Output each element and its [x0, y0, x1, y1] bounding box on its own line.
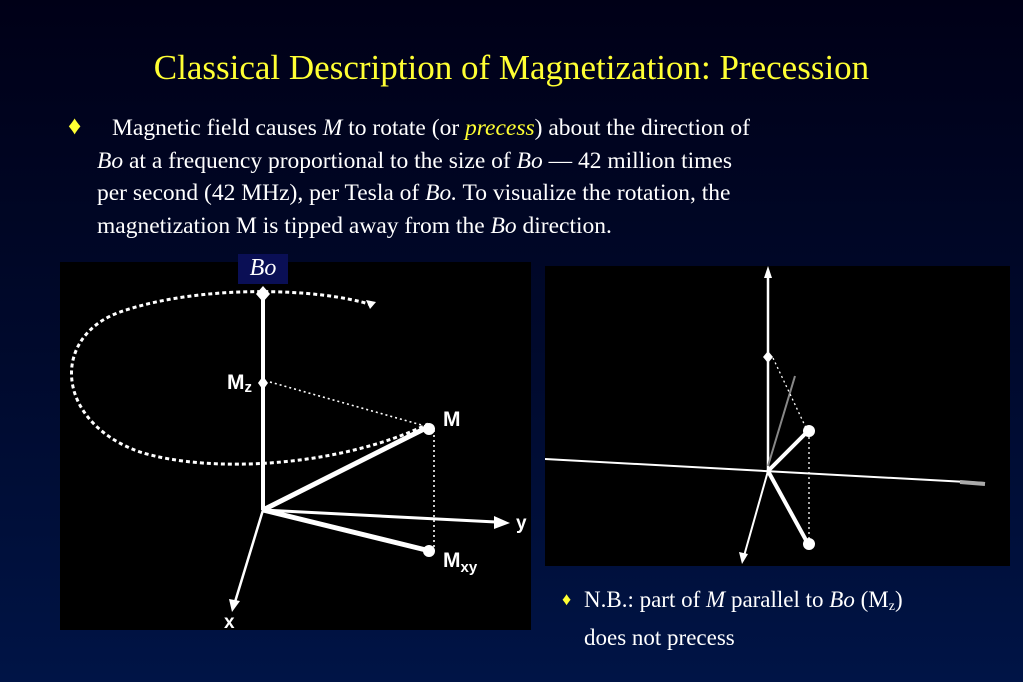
- frame-horizontal-axis-end: [960, 482, 985, 484]
- y-axis-label: y: [516, 513, 527, 534]
- m-vector: [263, 428, 426, 510]
- precession-diagram-svg: [60, 262, 531, 630]
- mz-label: Mz: [227, 371, 252, 396]
- frame-m-vector: [768, 432, 807, 471]
- highlight-precess: precess: [465, 115, 535, 141]
- frame-vertical-arrow-icon: [764, 266, 772, 278]
- x-axis: [235, 510, 263, 602]
- x-axis-label: x: [224, 612, 235, 630]
- text-run: parallel to: [725, 587, 830, 612]
- precession-path: [71, 292, 428, 465]
- diamond-bullet-icon: ♦: [562, 589, 572, 609]
- frame-x-axis: [744, 471, 768, 556]
- y-axis-arrow-icon: [494, 516, 510, 529]
- precession-diagram: [60, 262, 531, 630]
- text-run: per second (42 MHz), per Tesla of: [97, 180, 426, 206]
- text-run-italic: M: [322, 115, 343, 141]
- text-run-italic: Bo.: [425, 180, 458, 206]
- frame-mxy-vector: [768, 471, 807, 542]
- bullet-line-4: [68, 210, 938, 243]
- bullet-line-1: [68, 110, 938, 145]
- frame-mxy-tip: [803, 538, 815, 550]
- frame-m-tip: [803, 425, 815, 437]
- diamond-bullet-icon: ♦: [68, 111, 82, 140]
- bo-axis-tip-icon: [256, 286, 270, 302]
- text-run: ): [894, 587, 903, 612]
- m-vector-tip: [423, 423, 435, 435]
- frame-x-arrow-icon: [739, 552, 748, 564]
- slide-title: Classical Description of Magnetization: Precession: [153, 48, 870, 87]
- text-run: direction.: [516, 212, 612, 239]
- text-run: ) about the direction of: [534, 115, 750, 141]
- text-run: magnetization M is tipped away from the: [97, 212, 491, 239]
- mxy-vector-tip: [423, 545, 435, 557]
- note-line-2: does not precess: [584, 625, 735, 650]
- text-run: to rotate (or: [342, 115, 466, 141]
- precession-arrowhead-icon: [366, 300, 376, 309]
- precession-video-frame: [545, 266, 1010, 566]
- text-run: — 42 million times: [542, 147, 733, 174]
- text-run-italic: Bo: [97, 147, 124, 174]
- text-run-italic: M: [706, 587, 726, 612]
- bullet-line-3: [68, 177, 938, 210]
- frame-ghost-vector: [768, 376, 795, 466]
- mz-projection-line: [270, 382, 425, 426]
- note-line-1: [562, 584, 1022, 622]
- text-run-italic: Bo: [829, 587, 855, 612]
- text-run-italic: Bo: [516, 147, 543, 174]
- note-bullet: [562, 584, 1022, 653]
- frame-mz-marker-icon: [763, 351, 773, 363]
- text-run: Magnetic field causes: [112, 115, 323, 141]
- precession-video-svg: [545, 266, 1010, 566]
- mz-marker-icon: [258, 376, 268, 390]
- bo-axis-label: Bo: [238, 254, 288, 284]
- x-axis-arrow-icon: [229, 599, 240, 612]
- subscript: z: [888, 599, 895, 614]
- bullet-line-2: [68, 145, 938, 178]
- text-run: To visualize the rotation, the: [457, 180, 731, 206]
- text-run: (M: [854, 587, 889, 612]
- text-run: N.B.: part of: [584, 587, 707, 612]
- text-run: at a frequency proportional to the size of: [123, 147, 517, 174]
- main-bullet-paragraph: [68, 110, 938, 242]
- text-run-italic: Bo: [490, 212, 517, 239]
- mxy-label: $M_{xy}$: [443, 549, 478, 576]
- m-label: M: [443, 408, 461, 431]
